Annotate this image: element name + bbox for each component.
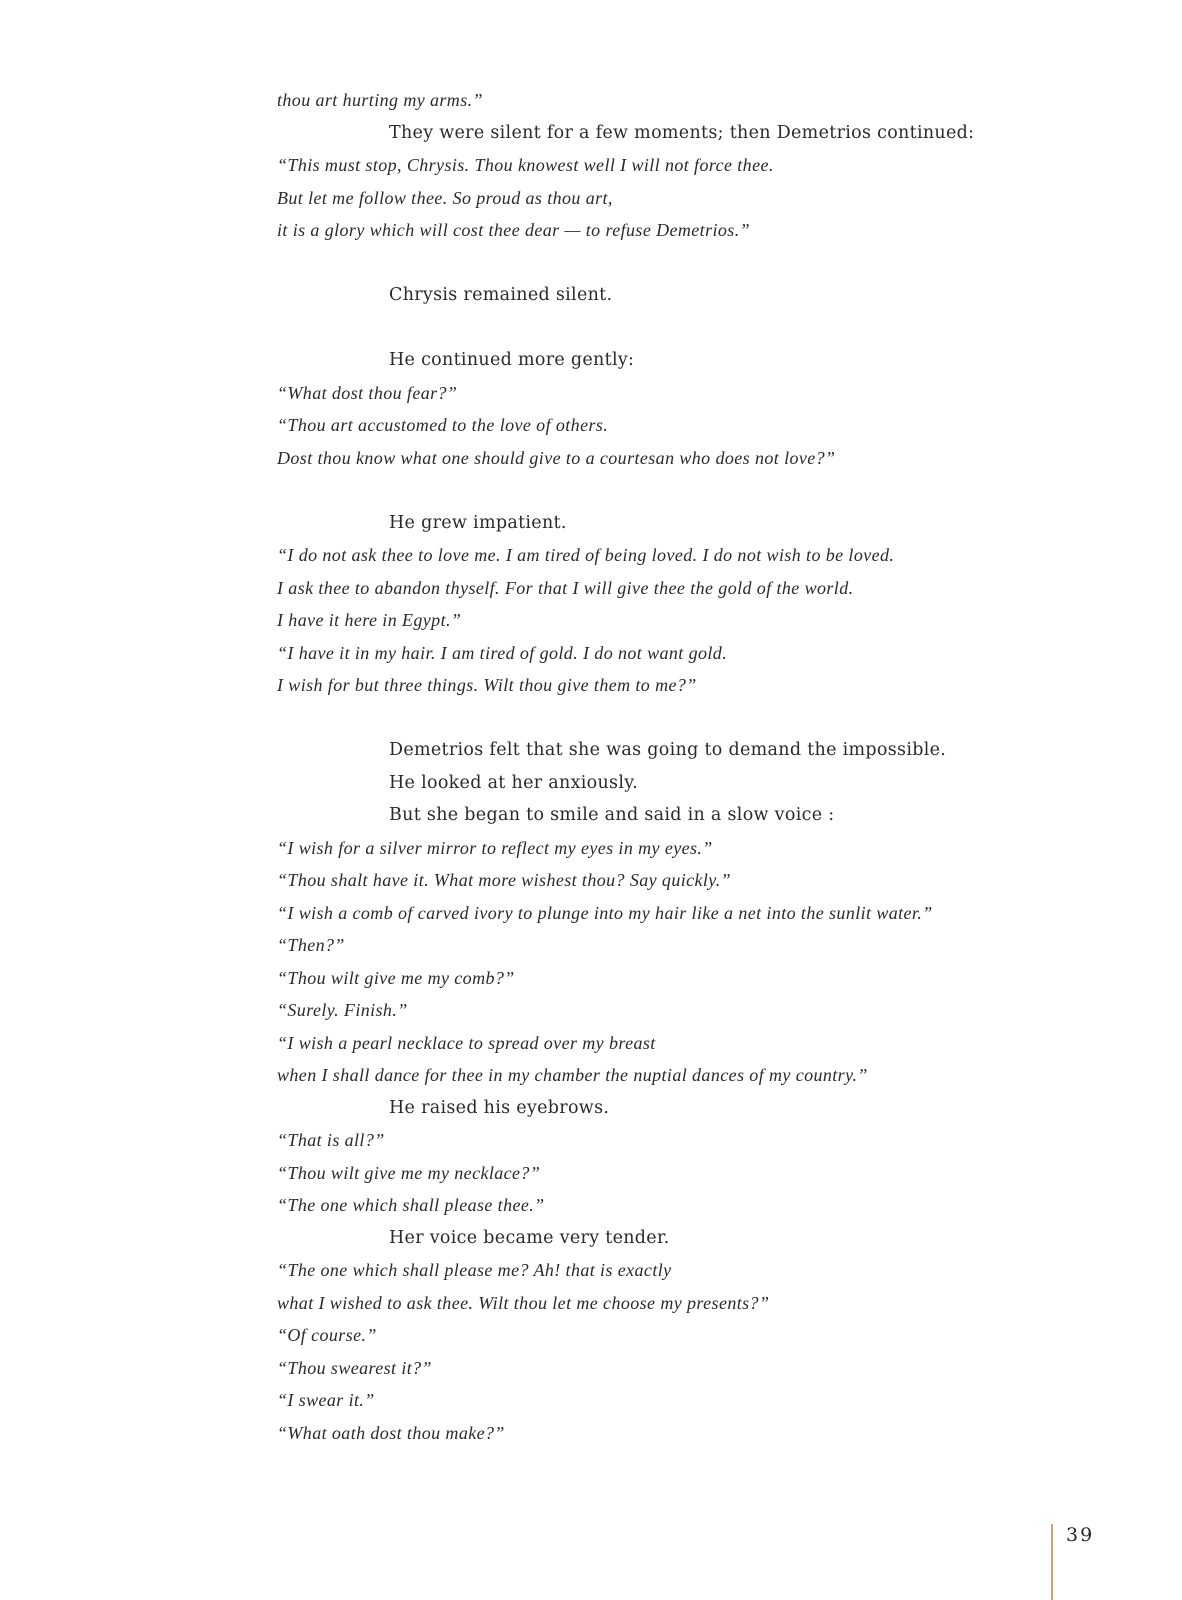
dialogue-line: what I wished to ask thee. Wilt thou let me choose my presents?”: [277, 1292, 770, 1313]
dialogue-line: “I wish a comb of carved ivory to plunge into my hair like a net into the sunlit water.”: [277, 902, 933, 923]
dialogue-line: “The one which shall please me? Ah! that is exactly: [277, 1260, 672, 1280]
dialogue-line: it is a glory which will cost thee dear — to refuse Demetrios.”: [277, 220, 751, 240]
narration-line: He raised his eyebrows.: [389, 1097, 610, 1118]
dialogue-line: “Then?”: [277, 935, 345, 955]
dialogue-line: “I do not ask thee to love me. I am tired of being loved. I do not wish to be loved.: [277, 545, 895, 565]
dialogue-line: “Surely. Finish.”: [277, 1000, 408, 1020]
dialogue-line: “Of course.”: [277, 1325, 377, 1345]
dialogue-line: I ask thee to abandon thyself. For that I will give thee the gold of the world.: [277, 577, 854, 598]
narration-line: He looked at her anxiously.: [389, 772, 638, 793]
dialogue-line: But let me follow thee. So proud as thou art,: [277, 187, 613, 208]
dialogue-line: “I wish a pearl necklace to spread over my breast: [277, 1032, 656, 1053]
dialogue-line: when I shall dance for thee in my chamber the nuptial dances of my country.”: [277, 1065, 868, 1085]
dialogue-line: “This must stop, Chrysis. Thou knowest well I will not force thee.: [277, 155, 774, 175]
dialogue-line: “I wish for a silver mirror to reflect my eyes in my eyes.”: [277, 837, 713, 858]
narration-line: But she began to smile and said in a slow voice :: [389, 805, 835, 825]
dialogue-line: “Thou wilt give me my necklace?”: [277, 1162, 541, 1183]
dialogue-line: “I swear it.”: [277, 1390, 375, 1410]
dialogue-line: “Thou shalt have it. What more wishest thou? Say quickly.”: [277, 870, 732, 890]
dialogue-line: I wish for but three things. Wilt thou give them to me?”: [277, 675, 697, 695]
page-number-rule: [1051, 1524, 1095, 1600]
narration-line: He continued more gently:: [389, 350, 635, 370]
dialogue-line: “What oath dost thou make?”: [277, 1422, 505, 1443]
dialogue-line: “Thou swearest it?”: [277, 1357, 432, 1378]
blank-line: [277, 474, 1057, 507]
narration-line: He grew impatient.: [389, 512, 567, 533]
narration-line: They were silent for a few moments; then Demetrios continued:: [389, 122, 975, 143]
page-text: [277, 84, 1057, 1449]
dialogue-line: “The one which shall please thee.”: [277, 1195, 545, 1215]
dialogue-line: Dost thou know what one should give to a courtesan who does not love?”: [277, 447, 836, 468]
page-number: 39: [1066, 1524, 1095, 1546]
dialogue-line: “What dost thou fear?”: [277, 382, 458, 403]
dialogue-line: “That is all?”: [277, 1130, 385, 1150]
dialogue-line: “Thou art accustomed to the love of others.: [277, 415, 609, 435]
blank-line: [277, 247, 1057, 280]
blank-line: [277, 702, 1057, 735]
blank-line: [277, 312, 1057, 345]
dialogue-line: thou art hurting my arms.”: [277, 90, 483, 110]
dialogue-line: “Thou wilt give me my comb?”: [277, 967, 515, 988]
narration-line: Her voice became very tender.: [389, 1227, 670, 1248]
narration-line: Demetrios felt that she was going to demand the impossible.: [389, 740, 947, 760]
dialogue-line: “I have it in my hair. I am tired of gold. I do not want gold.: [277, 642, 728, 663]
dialogue-line: I have it here in Egypt.”: [277, 610, 462, 630]
narration-line: Chrysis remained silent.: [389, 285, 613, 305]
